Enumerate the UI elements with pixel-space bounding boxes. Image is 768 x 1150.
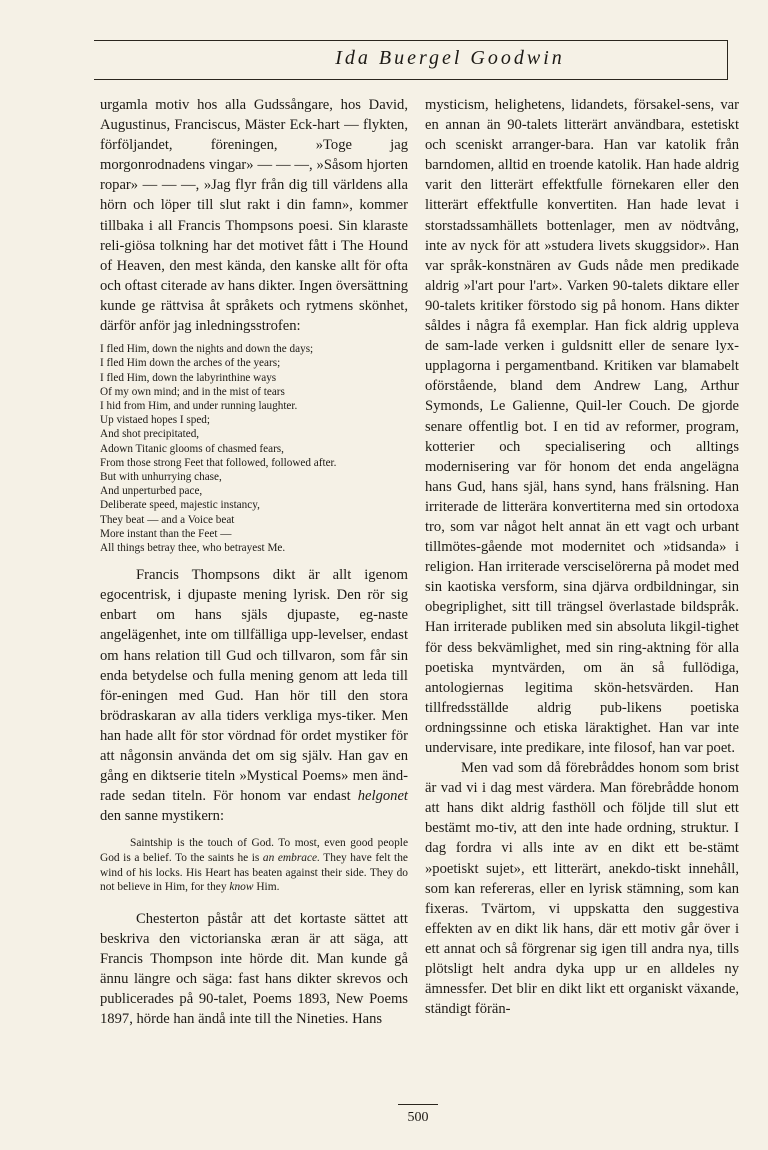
right-column <box>425 95 739 1019</box>
left-paragraph-2-text: Francis Thompsons dikt är allt igenom egocentrisk, i djupaste mening lyrisk. Den rör sig enbart om hans själs djupaste, eg-naste angelägenhet, inte om tillfälliga upp-levelser, endast om hans relation till Gud och tillvaron, som får sin enda betydelse och fulla mening genom att leda till för-eningen med Gud. Han hör till den stora brödraskaran av alla tiders verkliga mys-tiker. Men han hade allt för stor vördnad för ordet mystiker för att någonsin använda det om sig själv. Han gav en gång en diktserie titeln »Mystical Poems» men änd-rade sedan titeln. För honom var endast <box>100 567 408 805</box>
poem-line: And shot precipitated, <box>100 428 200 441</box>
poem-line: Deliberate speed, majestic instancy, <box>100 499 260 512</box>
poem-line: I fled Him down the arches of the years; <box>100 357 281 370</box>
poem-line: Adown Titanic glooms of chasmed fears, <box>100 442 284 455</box>
left-paragraph-2-tail: den sanne mystikern: <box>100 808 225 825</box>
poem-line: They beat — and a Voice beat <box>100 513 235 526</box>
poem-line: I fled Him, down the nights and down the days; <box>100 343 314 356</box>
page-number-rule <box>398 1104 438 1105</box>
italic-helgonet: helgonet <box>357 788 408 805</box>
right-paragraph-1: mysticism, helighetens, lidandets, försakel-sens, var en annan än 90-talets litterärt användbara, estetiskt och sceniskt arranger-bara. Han var katolik från barndomen, alltid en troende katolik. Han hade aldrig varit den litterärt effektfulle förnekaren eller den litterärt effektfulle konvertiten. Han hade levat i storstadssamhällets bottenlager, men av nödtvång, inte av nyck för att »studera livets skuggsidor». Han var språk-konstnären av Guds nåde men predikade aldrig »l'art pour l'art». Varken 90-talets diktare eller 90-talets kritiker förstodo sig på honom. Hans dikter såldes i några få exemplar. Han fick aldrig uppleva de sam-lade verken i guldsnitt eller de senare lyx-upplagorna i pergamentband. Kritiken var blamabelt oförstående, bland dem Andrew Lang, Arthur Symonds, Le Galienne, Quil-ler Couch. De gjorde senare offentlig bot. I en tid av reformer, program, kotterier och specialisering och alltings modernisering var för honom det enda angelägna hans Gud, hans själ, hans synd, hans frälsning. Han irriterade de litterära konvertiterna med sin ortodoxa tro, som var något helt annat än ett vagt och urbant tillmötes-gående mot modernitet och »tidsanda» i religion. Han irriterade versciselörerna på modet med sin kaotiska versform, sina djärva ordbildningar, sin obegriplighet, sitt till trängsel överlastade bildspråk. Han irriterade publiken med sin absoluta likgil-tighet för dess bekvämlighet, med sin ring-aktning för alla poetiska myntvärden, om än så fullödiga, antologiernas legitima skön-hetsvärden. Han tillfredsställde aldrig pub-likens poetiska ordningssinne och etiska läraktighet. Han var inte undervisare, inte predikare, inte filosof, han var poet. <box>425 97 739 756</box>
poem-line: But with unhurrying chase, <box>100 470 222 483</box>
left-paragraph-2 <box>100 565 408 826</box>
poem-line: And unperturbed pace, <box>100 485 203 498</box>
poem-line: I fled Him, down the labyrinthine ways <box>100 371 277 384</box>
poem-line: I hid from Him, and under running laughter. <box>100 399 298 412</box>
running-head: Ida Buergel Goodwin <box>335 47 565 69</box>
left-paragraph-1: urgamla motiv hos alla Gudssångare, hos David, Augustinus, Franciscus, Mäster Eck-hart — flykten, förföljandet, föreningen, »Toge jag morgonrodnadens vingar» — — —, »Såsom hjorten ropar» — — —, »Jag flyr från dig till världens alla hörn och löper till slut rakt i din famn», kommer tillbaka i all Francis Thompsons poesi. Sin klaraste reli-giösa tolkning har det motivet fått i The Hound of Heaven, den mest kända, den kanske allt för ofta och oftast citerade av hans dikter. Ingen översättning kunde ge rättvisa åt språkets och rytmens skönhet, därför anför jag inledningsstrofen: <box>100 97 408 335</box>
page-number: 500 <box>407 1110 429 1125</box>
poem-excerpt <box>100 342 408 555</box>
right-paragraph-2: Men vad som då förebråddes honom som brist är vad vi i dag mest värdera. Man förebrådde honom att hans dikt aldrig fasthöll och följde till slut ett bestämt mo-tiv, att den inte hade ordning, struktur. I dag fordra vi alls inte av en dikt ett be-stämt »poetiskt sujet», ett litterärt, anekdo-tiskt innehåll, som kan refereras, eller en lyrisk stämning, som kan fixeras. Tvärtom, vi uppskatta den suggestiva effekten av en dikt lik hans, där ett motiv går över i ett annat och så förgrenar sig igen till andra nya, tills plötsligt helt andra dyka upp ur en alldeles ny ämnessfer. Det blir en dikt likt ett organiskt växande, ständigt förän- <box>425 760 739 1018</box>
poem-line: More instant than the Feet — <box>100 527 232 540</box>
quote-italic-2: know <box>229 881 254 894</box>
quote-text-b: They have felt the wind of his locks. His Heart has beaten against their side. They do not believe in Him, for they <box>100 851 408 894</box>
poem-line: From those strong Feet that followed, followed after. <box>100 456 337 469</box>
left-paragraph-3: Chesterton påstår att det kortaste sättet att beskriva den victorianska æran är att säga, att Francis Thompson inte hörde dit. Man kunde gå ännu längre och säga: fast hans dikter skrevos och publicerades på 90-talet, Poems 1893, New Poems 1897, hörde han ändå inte till the Nineties. Hans <box>100 910 408 1028</box>
poem-line: Up vistaed hopes I sped; <box>100 414 210 427</box>
quote-block <box>100 836 408 894</box>
poem-line: All things betray thee, who betrayest Me. <box>100 541 286 554</box>
quote-italic-1: an embrace. <box>262 851 320 864</box>
left-column <box>100 95 408 1029</box>
quote-text-a: Saintship is the touch of God. To most, even good people God is a belief. To the saints he is <box>100 837 408 864</box>
poem-line: Of my own mind; and in the mist of tears <box>100 385 285 398</box>
quote-text-c: Him. <box>256 881 280 894</box>
